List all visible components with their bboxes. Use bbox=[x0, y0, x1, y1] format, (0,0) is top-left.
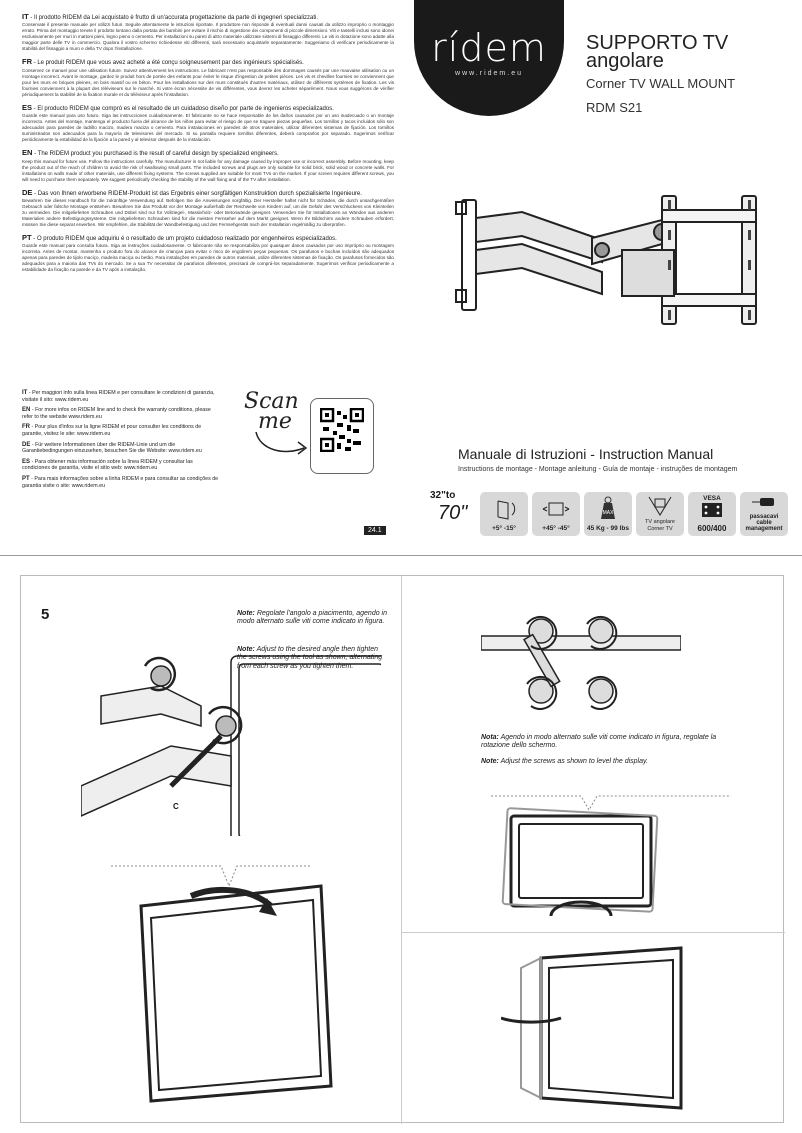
lang-intro: El producto RIDEM que compró es el resultado de un cuidadoso diseño por parte de ingenieros especializados. bbox=[37, 105, 334, 112]
lang-section-it: IT - Il prodotto RIDEM da Lei acquistato è frutto di un'accurata progettazione da parte di ingegneri specializzati. Conservate il presente manuale per utilizzi futuri. Seguite attentamente le istruzioni riportate. Il produttore non risponde di eventuali danni causati da utilizzo improprio o montaggio errato. Prima del montaggio tenete il prodotto lontano dalla portata dei bambini per evitare il rischio di ingestione dei componenti di piccole dimensioni. Viti e tasselli inclusi sono idonei esclusivamente per muri in mattoni pieni, legno pieno o cemento. Per installazioni su pareti di altro materiale utilizzate sistemi di fissaggio differenti. Le viti in dotazione sono adatte alla maggior parte delle TV in commercio. Qualora il vostro schermo richiedesse viti differenti, sarà necessario acquistarle separatamente. Suggeriamo di verificare periodicamente la stabilità del fissaggio a muro e della TV dopo l'installazione. bbox=[22, 12, 394, 52]
cover-page bbox=[0, 0, 802, 556]
lang-section-es: ES - El producto RIDEM que compró es el resultado de un cuidadoso diseño por parte de ingenieros especializados. Guarde este manual para uso futuro. Siga las instrucciones cuidadosamente. El fabricante no se hace responsable de los daños causados por un uso inadecuado o un montaje incorrecto. Antes del montaje, mantenga el producto fuera del alcance de los niños para evitar el riesgo de que se traguen piezas pequeñas. Los tornillos y tacos incluidos sólo son adecuados para paredes de ladrillo macizo, madera maciza o cemento. Para instalaciones en paredes de otros materiales, utilizar diferentes sistemas de fijación. Los tornillos suministrados son adecuados para la mayoría de televisores del mercado. Si su pantalla requiere tornillos diferentes, deberá comprarlos por separado. Sugerimos verificar periódicamente la estabilidad de la fijación a la pared y al televisor después de la instalación. bbox=[22, 102, 394, 143]
lang-section-en: EN - The RIDEM product you purchased is the result of careful design by specialized engineers. Keep this manual for future use. Follow the instructions carefully. The manufacturer is not liable for any damage caused by improper use or incorrect assembly. Before mounting, keep the product out of the reach of children to avoid the risk of swallowing small parts. The included screws and plugs are only suitable for solid brick, solid wood or concrete walls. For installations on walls made of other materials, use different fixing systems. The screws supplied are suitable for most TVs on the market. If your screen requires different screws, you will need to purchase them separately. We suggest periodically checking the stability of the wall fixing and of the TV after installation. bbox=[22, 148, 394, 182]
lang-body: Guarde este manual para consulta futura. Siga as instruções cuidadosamente. O fabricante não se responsabiliza por quaisquer danos causados por uso impróprio ou montagem incorreta. Antes de montar, mantenha o produto fora do alcance de crianças para evitar o risco de engolirem peças pequenas. Os parafusos e buchas incluídos são adequados apenas para paredes de tijolo maciço, madeira maciça ou betão. Para instalações em paredes de outros materiais, utilize diferentes sistemas de fixação. Os parafusos fornecidos são adequados para a maioria das TVs do mercado. Se a sua TV necessitar de parafusos diferentes, precisará de comprá-los separadamente. Sugerimos verificar periodicamente a estabilidade da fixação na parede e da TV após a instalação. bbox=[22, 243, 394, 273]
brand-url: www.ridem.eu bbox=[455, 70, 523, 77]
arrow-icon bbox=[254, 430, 310, 460]
note-en-adjust-angle: Note: Adjust to the desired angle then tighten the screws using the tool as shown, alternating from each screw as you tighten them. bbox=[237, 646, 383, 670]
lang-body: Conservez ce manuel pour une utilisation future. Suivez attentivement les instructions. Le fabricant n'est pas responsable des dommages causés par une mauvaise utilisation ou un montage incorrect. Avant le montage, gardez le produit hors de portée des enfants pour éviter le risque d'ingestion de petites pièces. Les vis et chevilles fournies ne conviennent que pour les murs en briques pleines, en bois massif ou en béton. Pour les installations sur des murs constitués d'autres matériaux, utilisez de différents systèmes de fixation. Les vis fournies conviennent à la plupart des téléviseurs sur le marché. Si votre écran nécessite de vis différentes, vous devrez les acheter séparément. Nous vous suggérons de vérifier périodiquement la stabilité de la fixation murale et du téléviseur après l'installation. bbox=[22, 67, 394, 97]
tv-level-illustration bbox=[491, 776, 731, 926]
column-divider bbox=[401, 576, 402, 1124]
spec-badges bbox=[430, 488, 790, 540]
product-model: RDM S21 bbox=[586, 100, 643, 115]
lang-code: FR bbox=[22, 57, 32, 67]
product-subtitle: Corner TV WALL MOUNT bbox=[586, 76, 736, 91]
tool-label: C bbox=[173, 802, 179, 811]
info-es: ES - Para obtener más información sobre la línea RIDEM y consultar las condiciones de garantía, visite el sitio web: www.ridem.eu bbox=[22, 458, 193, 472]
lang-body: Conservate il presente manuale per utilizzi futuri. Seguite attentamente le istruzioni riportate. Il produttore non risponde di eventuali danni causati da utilizzo improprio o montaggio errato. Prima del montaggio tenete il prodotto lontano dalla portata dei bambini per evitare il rischio di ingestione dei componenti di piccole dimensioni. Viti e tasselli inclusi sono idonei esclusivamente per muri in mattoni pieni, legno pieno o cemento. Per installazioni su pareti di altro materiale utilizzate sistemi di fissaggio differenti. Le viti in dotazione sono adatte alla maggior parte delle TV in commercio. Qualora il vostro schermo richiedesse viti differenti, sarà necessario acquistarle separatamente. Suggeriamo di verificare periodicamente la stabilità del fissaggio a muro e della TV dopo l'installazione. bbox=[22, 22, 394, 52]
max-load-badge: MAX 45 Kg - 99 lbs bbox=[584, 492, 632, 536]
vesa-icon bbox=[701, 502, 723, 518]
lang-intro: Il prodotto RIDEM da Lei acquistato è frutto di un'accurata progettazione da parte di ingegneri specializzati. bbox=[34, 15, 318, 21]
tv-tilt-illustration bbox=[121, 876, 341, 1106]
lang-body: Bewahren Sie dieses Handbuch für die zukünftige Verwendung auf. Befolgen Sie die Anweisungen sorgfältig. Der Hersteller haftet nicht für Schäden, die durch unsachgemäßen Gebrauch oder falsche Montage entstehen. Bewahren Sie das Produkt vor der Montage außerhalb der Reichweite von Kindern auf, um die Gefahr des Verschluckens von Kleinteilen zu vermeiden. Die mitgelieferten Schrauben und Dübel sind nur für Vollziegel-, Massivholz- oder Betonwände geeignet. Verwenden Sie für Installationen an Wänden aus anderen Materialien andere Befestigungssysteme. Die mitgelieferten Schrauben sind für die meisten Fernseher auf dem Markt geeignet. Wenn Ihr Bildschirm andere Schrauben erfordert, müssen Sie diese separat erwerben. Wir empfehlen, die Stabilität der Wandbefestigung und des Fernsehgeräts nach der Installation regelmäßig zu überprüfen. bbox=[22, 198, 394, 228]
info-de: DE - Für weitere Informationen über die RIDEM-Linie und um die Garantiebedingungen einzusehen, besuchen Sie die Website: www.ridem.eu bbox=[22, 441, 202, 455]
brand-logo: rídem bbox=[431, 26, 547, 70]
me-label: me bbox=[258, 409, 292, 434]
page-number: 24.1 bbox=[364, 526, 386, 535]
manual-subtitle: Instructions de montage - Montage anleitung - Guía de montaje - instruções de montagem bbox=[458, 466, 738, 473]
step-page bbox=[20, 575, 784, 1123]
lang-intro: Le produit RIDEM que vous avez acheté a été conçu soigneusement par des ingénieurs spécialisés. bbox=[37, 60, 304, 67]
corner-icon bbox=[647, 495, 673, 517]
info-it: IT - Per maggiori info sulla linea RIDEM e per consultare le condizioni di garanzia, visitate il sito: www.ridem.eu bbox=[22, 390, 215, 403]
lang-section-pt: PT - O produto RIDEM que adquiriu é o resultado de um projeto cuidadoso realizado por engenheiros especializados. Guarde este manual para consulta futura. Siga as instruções cuidadosamente. O fabricante não se responsabiliza por quaisquer danos causados por uso impróprio ou montagem incorreta. Antes de montar, mantenha o produto fora do alcance de crianças para evitar o risco de engolirem peças pequenas. Os parafusos e buchas incluídos são adequados apenas para paredes de tijolo maciço, madeira maciça ou betão. Para instalações em paredes de outros materiais, utilize diferentes sistemas de fixação. Os parafusos fornecidos são adequados para a maioria das TVs do mercado. Se a sua TV necessitar de parafusos diferentes, precisará de comprá-los separadamente. Sugerimos verificar periodicamente a estabilidade da fixação na parede e da TV após a instalação. bbox=[22, 233, 394, 273]
manual-title: Manuale di Istruzioni - Instruction Manual bbox=[458, 446, 714, 462]
lang-code: EN bbox=[22, 148, 33, 158]
qr-code-icon[interactable] bbox=[320, 408, 364, 452]
weight-icon bbox=[595, 495, 621, 521]
cable-icon bbox=[751, 495, 777, 509]
note-en-level: Note: Adjust the screws as shown to level the display. bbox=[481, 758, 648, 765]
lang-code: PT bbox=[22, 233, 32, 243]
lang-body: Guarde este manual para uso futuro. Siga las instrucciones cuidadosamente. El fabricante no se hace responsable de los daños causados por un uso inadecuado o un montaje incorrecto. Antes del montaje, mantenga el producto fuera del alcance de los niños para evitar el riesgo de que se traguen piezas pequeñas. Los tornillos y tacos incluidos sólo son adecuados para paredes de ladrillo macizo, madera maciza o cemento. Para instalaciones en paredes de otros materiales, utilizar diferentes sistemas de fijación. Los tornillos suministrados son adecuados para la mayoría de televisores del mercado. Si su pantalla requiere tornillos diferentes, deberá comprarlos por separado. Sugerimos verificar periódicamente la estabilidad de la fijación a la pared y al televisor después de la instalación. bbox=[22, 113, 394, 143]
lang-code: DE bbox=[22, 187, 33, 197]
step-number: 5 bbox=[41, 606, 50, 623]
lang-section-de: DE - Das von Ihnen erworbene RIDEM-Produkt ist das Ergebnis einer sorgfältigen Konstruktion durch spezialisierte Ingenieure. Bewahren Sie dieses Handbuch für die zukünftige Verwendung auf. Befolgen Sie die Anweisungen sorgfältig. Der Hersteller haftet nicht für Schäden, die durch unsachgemäßen Gebrauch oder falsche Montage entstehen. Bewahren Sie das Produkt vor der Montage außerhalb der Reichweite von Kindern auf, um die Gefahr des Verschluckens von Kleinteilen zu vermeiden. Die mitgelieferten Schrauben und Dübel sind nur für Vollziegel-, Massivholz- oder Betonwände geeignet. Verwenden Sie für Installationen an Wänden aus anderen Materialien andere Befestigungssysteme. Die mitgelieferten Schrauben sind für die meisten Fernseher auf dem Markt geeignet. Wenn Ihr Bildschirm andere Schrauben erfordert, müssen Sie diese separat erwerben. Wir empfehlen, die Stabilität der Wandbefestigung und des Fernsehgeräts nach der Installation regelmäßig zu überprüfen. bbox=[22, 187, 394, 228]
note-it-adjust-angle: Note: Regolate l'angolo a piacimento, agendo in modo alternato sulle viti come indicato in figura. bbox=[237, 610, 387, 626]
lang-intro: Das von Ihnen erworbene RIDEM-Produkt ist das Ergebnis einer sorgfältigen Konstruktion durch spezialisierte Ingenieure. bbox=[37, 190, 362, 197]
screw-pattern-illustration bbox=[481, 606, 681, 716]
screen-size-badge: 32"to 70" bbox=[430, 490, 468, 524]
lang-body: Keep this manual for future use. Follow the instructions carefully. The manufacturer is not liable for any damage caused by improper use or incorrect assembly. Before mounting, keep the product out of the reach of children to avoid the risk of swallowing small parts. The included screws and plugs are only suitable for solid brick, solid wood or concrete walls. For installations on walls made of other materials, use different fixing systems. The screws supplied are suitable for most TVs on the market. If your screen requires different screws, you will need to purchase them separately. We suggest periodically checking the stability of the wall fixing and of the TV after installation. bbox=[22, 158, 394, 182]
info-block bbox=[22, 390, 222, 493]
lang-code: ES bbox=[22, 102, 33, 112]
product-title: SUPPORTO TV angolare bbox=[586, 32, 729, 72]
corner-tv-badge: TV angolare Corner TV bbox=[636, 492, 684, 536]
language-sections bbox=[22, 13, 394, 279]
lang-intro: O produto RIDEM que adquiriu é o resultado de um projeto cuidadoso realizado por engenheiros especializados. bbox=[36, 236, 337, 243]
vesa-badge: VESA 600/400 bbox=[688, 492, 736, 536]
info-fr: FR - Pour plus d'infos sur la ligne RIDEM et pour consulter les conditions de garantie, visitez le site: www.ridem.eu bbox=[22, 424, 202, 437]
info-en: EN - For more infos on RIDEM line and to check the warranty conditions, please refer to the website www.ridem.eu bbox=[22, 407, 211, 420]
swivel-badge: +45° -45° bbox=[532, 492, 580, 536]
scan-label: Scan bbox=[244, 389, 299, 414]
screw-tightening-illustration bbox=[81, 636, 381, 836]
swivel-icon bbox=[541, 497, 571, 521]
note-it-level: Nota: Agendo in modo alternato sulle viti come indicato in figura, regolate la rotazione dello schermo. bbox=[481, 734, 717, 750]
tilt-badge: +5° -15° bbox=[480, 492, 528, 536]
max-label: MAX bbox=[602, 510, 614, 516]
cable-management-badge: passacavi cable management bbox=[740, 492, 788, 536]
tv-swivel-illustration bbox=[501, 938, 741, 1118]
row-divider bbox=[401, 932, 785, 933]
lang-section-fr: FR - Le produit RIDEM que vous avez acheté a été conçu soigneusement par des ingénieurs spécialisés. Conservez ce manuel pour une utilisation future. Suivez attentivement les instructions. Le fabricant n'est pas responsable des dommages causés par une mauvaise utilisation ou un montage incorrect. Avant le montage, gardez le produit hors de portée des enfants pour éviter le risque d'ingestion de petites pièces. Les vis et chevilles fournies ne conviennent que pour les murs en briques pleines, en bois massif ou en béton. Pour les installations sur des murs constitués d'autres matériaux, utilisez de différents systèmes de fixation. Les vis fournies conviennent à la plupart des téléviseurs sur le marché. Si votre écran nécessite de vis différentes, vous devrez les acheter séparément. Nous vous suggérons de vérifier périodiquement la stabilité de la fixation murale et du téléviseur après l'installation. bbox=[22, 57, 394, 97]
lang-code: IT bbox=[22, 12, 29, 21]
wall-mount-illustration bbox=[452, 190, 782, 330]
tilt-icon bbox=[492, 497, 516, 521]
lang-intro: The RIDEM product you purchased is the result of careful design by specialized engineers. bbox=[37, 151, 279, 158]
info-pt: PT - Para mais informações sobre a linha RIDEM e para consultar as condições de garantia visite o site: www.ridem.eu bbox=[22, 475, 219, 489]
